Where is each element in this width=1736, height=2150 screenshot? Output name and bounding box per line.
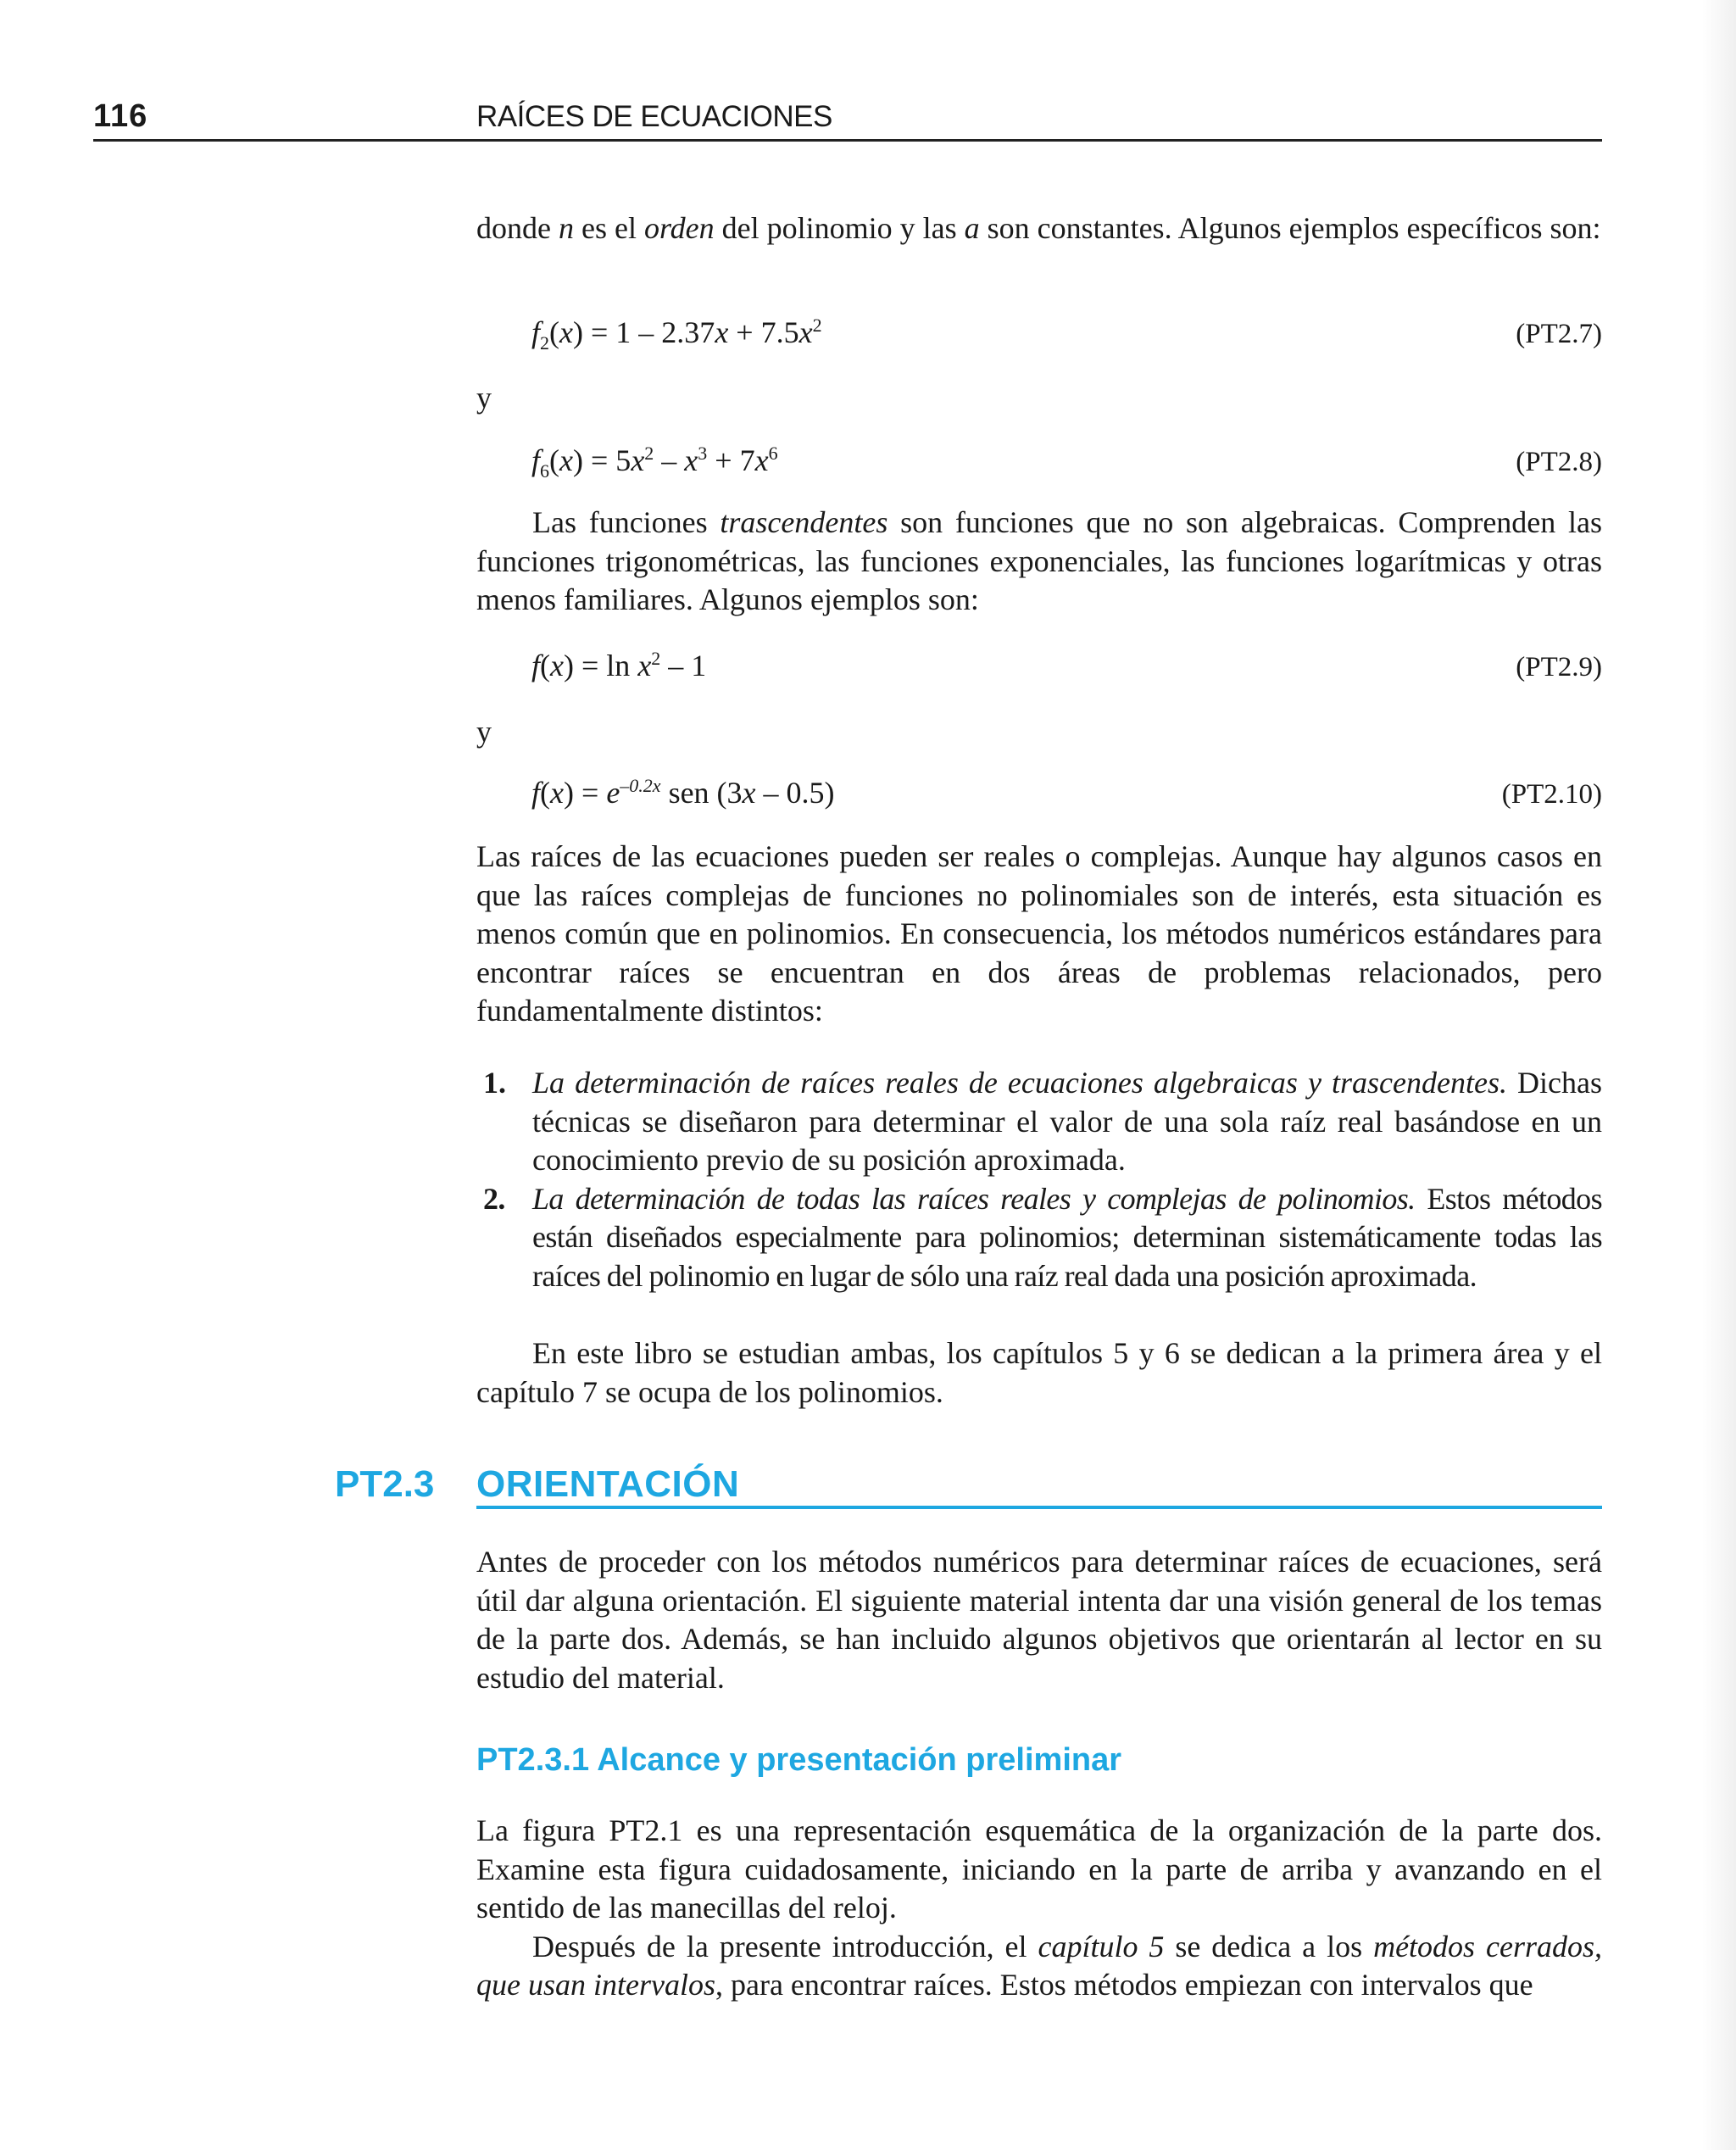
section-rule — [476, 1506, 1602, 1509]
page-header — [93, 95, 1602, 142]
intro-paragraph: donde n es el orden del polinomio y las a son constantes. Algunos ejemplos específicos son: — [476, 211, 1601, 245]
list-item: 1. La determinación de raíces reales de ecuaciones algebraicas y trascendentes. Dichas técnicas se diseñaron para determinar el valor de una sola raíz real basándose en un conocimiento previo de su posición aproximada. — [483, 1066, 1602, 1177]
connector-y: y — [476, 381, 492, 415]
page-edge-shadow — [1702, 0, 1736, 2150]
equation-number: (PT2.7) — [1516, 319, 1602, 349]
section-heading — [335, 1457, 1602, 1509]
running-head: RAÍCES DE ECUACIONES — [476, 100, 832, 133]
equation-number: (PT2.8) — [1516, 447, 1602, 477]
transcendental-paragraph: Las funciones trascendentes son funciones que no son algebraicas. Comprenden las funciones trigonométricas, las funciones exponenciales, las funciones logarítmicas y otras menos familiares. Algunos ejemplos son: — [476, 505, 1602, 616]
roots-paragraph: Las raíces de las ecuaciones pueden ser reales o complejas. Aunque hay algunos casos en que las raíces complejas de funciones no polinomiales son de interés, esta situación es menos común que en polinomios. En consecuencia, los métodos numéricos estándares para encontrar raíces se encuentran en dos áreas de problemas relacionados, pero fundamentalmente distintos: — [476, 839, 1602, 1028]
book-paragraph: En este libro se estudian ambas, los capítulos 5 y 6 se dedican a la primera área y el capítulo 7 se ocupa de los polinomios. — [476, 1336, 1602, 1409]
page-number: 116 — [93, 98, 148, 134]
connector-y: y — [476, 715, 492, 749]
equation-number: (PT2.9) — [1516, 652, 1602, 682]
section-number: PT2.3 — [335, 1463, 435, 1505]
scope-paragraphs — [476, 1812, 1602, 2005]
orientation-paragraph: Antes de proceder con los métodos numéricos para determinar raíces de ecuaciones, será útil dar alguna orientación. El siguiente material intenta dar una visión general de los temas de la parte dos. Además, se han incluido algunos objetivos que orientarán al lector en su estudio del material. — [476, 1545, 1602, 1695]
list-item: 2. La determinación de todas las raíces reales y complejas de polinomios. Estos métodos están diseñados especialmente para polinomios; determinan sistemáticamente todas las raíces del polinomio en lugar de sólo una raíz real dada una posición aproximada. — [483, 1181, 1602, 1293]
subsection-heading: PT2.3.1 Alcance y presentación preliminar — [476, 1742, 1122, 1778]
numbered-list — [476, 1064, 1602, 1295]
section-title: ORIENTACIÓN — [476, 1463, 740, 1505]
scope-paragraph-2: Después de la presente introducción, el capítulo 5 se dedica a los métodos cerrados, que usan intervalos, para encontrar raíces. Estos métodos empiezan con intervalos que — [476, 1929, 1602, 2002]
equation-number: (PT2.10) — [1501, 779, 1602, 810]
scope-paragraph-1: La figura PT2.1 es una representación esquemática de la organización de la parte dos. Examine esta figura cuidadosamente, iniciando en la parte de arriba y avanzando en el sentido de las manecillas del reloj. — [476, 1813, 1602, 1924]
